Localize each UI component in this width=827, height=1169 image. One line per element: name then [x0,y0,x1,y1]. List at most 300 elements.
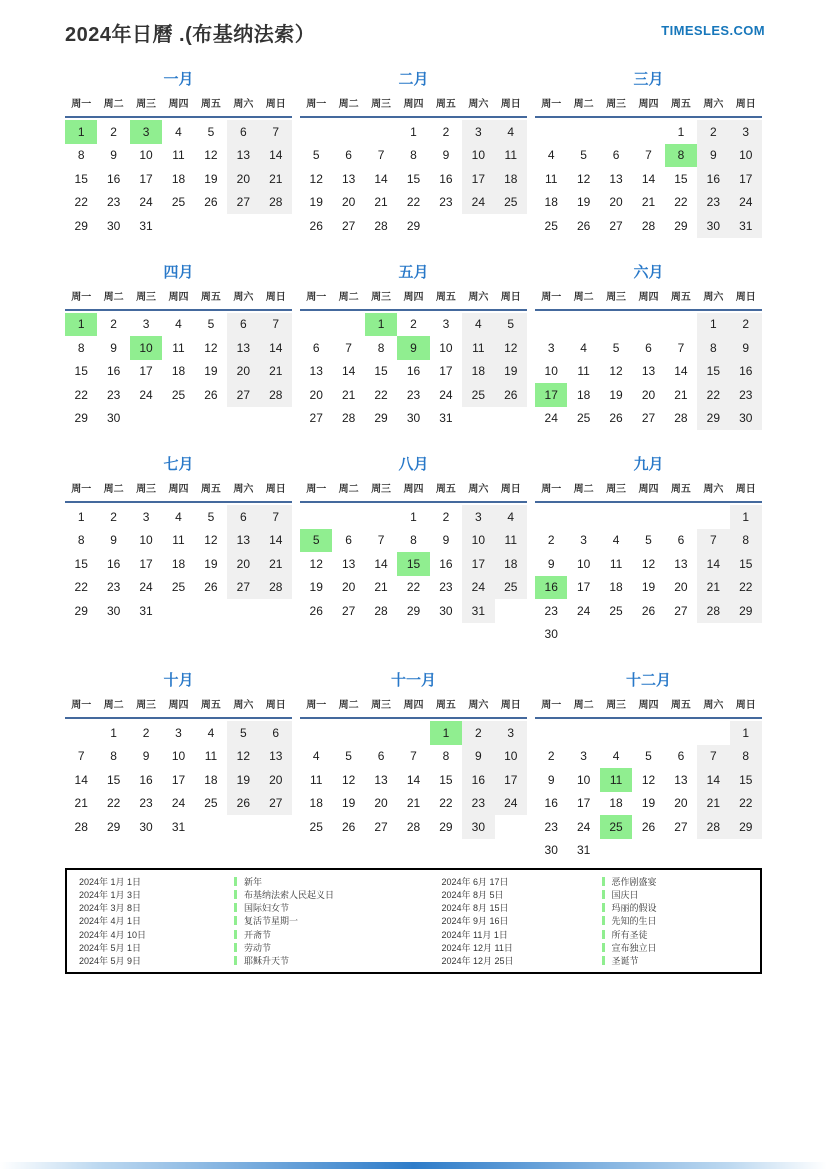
weekday-label: 周一 [71,484,92,495]
weekday-label: 周日 [500,700,521,711]
holiday-date: 2024年 4月 1日 [79,916,142,927]
day-cell: 6 [612,148,620,163]
day-cell: 2 [110,509,117,524]
day-cell: 28 [674,411,688,426]
holiday-marker-icon [234,943,237,952]
day-cell: 6 [677,533,685,548]
empty-cell [632,313,664,337]
day-cell: 13 [341,556,356,571]
day-cell: 16 [439,556,453,571]
holiday-name: 新年 [244,877,263,888]
page-header [65,18,765,47]
day-cell: 14 [260,529,292,553]
day-cell: 3 [142,509,150,524]
day-cell: 21 [374,580,388,595]
empty-cell [227,214,259,238]
empty-cell [567,313,599,337]
holiday-date: 2024年 5月 1日 [79,942,142,953]
day-cell: 16 [106,364,121,379]
day-cell: 13 [609,171,623,186]
empty-cell [260,815,292,839]
day-cell: 12 [495,336,527,360]
day-cell: 24 [139,387,153,402]
day-cell: 4 [207,725,215,740]
empty-cell [535,721,567,745]
weekday-label: 周一 [306,700,327,711]
weekday-label: 周一 [306,484,327,495]
day-cell: 16 [697,167,729,191]
day-cell: 11 [495,529,527,553]
month-5 [300,263,527,431]
empty-cell [332,120,364,144]
day-cell: 27 [227,576,259,600]
day-cell: 3 [442,317,450,332]
empty-cell [697,839,729,863]
holiday-marker-icon [234,877,237,886]
weekday-label: 周三 [371,484,392,495]
empty-cell [535,120,567,144]
day-cell: 13 [641,364,656,379]
day-cell: 14 [697,768,729,792]
day-cell: 10 [171,749,186,764]
day-cell: 9 [110,148,117,163]
day-cell: 1 [410,509,417,524]
month-4 [65,263,292,431]
weekday-label: 周四 [168,484,189,495]
day-cell: 11 [609,556,623,571]
day-cell: 12 [641,556,656,571]
day-cell: 13 [374,772,388,787]
day-cell: 29 [697,407,729,431]
day-cell: 25 [600,815,632,839]
day-cell: 2 [442,509,450,524]
weekday-label: 周四 [403,99,424,110]
day-cell: 27 [309,411,323,426]
day-cell: 22 [730,576,762,600]
day-cell: 18 [495,167,527,191]
empty-cell [600,623,632,647]
day-cell: 29 [674,218,688,233]
month-7 [65,455,292,623]
empty-cell [600,839,632,863]
weekday-label: 周一 [541,99,562,110]
holiday-date: 2024年 12月 11日 [441,942,513,953]
month-title: 七月 [163,456,194,473]
day-cell: 23 [544,819,558,834]
day-cell: 18 [171,556,186,571]
legend-row [67,875,414,888]
day-cell: 6 [345,148,352,163]
day-cell: 21 [406,796,421,811]
holiday-name: 宣布独立日 [611,942,657,953]
day-cell: 2 [547,533,555,548]
day-cell: 19 [641,580,656,595]
day-cell: 26 [495,383,527,407]
day-cell: 5 [227,721,259,745]
day-cell: 16 [462,768,494,792]
empty-cell [567,505,599,529]
day-cell: 11 [462,336,494,360]
weekday-header-row [535,483,762,503]
day-cell: 21 [674,387,688,402]
weekday-header-row [65,699,292,719]
day-cell: 26 [641,603,656,618]
weekday-label: 周三 [371,700,392,711]
empty-cell [195,815,227,839]
empty-cell [632,839,664,863]
empty-cell [495,407,527,431]
day-cell: 30 [106,218,121,233]
weekday-header-row [65,291,292,311]
month-title: 四月 [163,263,194,281]
day-cell: 1 [365,313,397,337]
holiday-marker-icon [602,956,605,965]
weekday-label: 周二 [573,99,594,110]
day-cell: 31 [576,843,591,858]
weekday-header-row [535,699,762,719]
day-cell: 20 [641,387,656,402]
day-grid [65,313,292,431]
day-cell: 24 [462,576,494,600]
day-cell: 5 [207,124,215,139]
day-cell: 17 [139,556,153,571]
months-grid [65,70,762,862]
day-cell: 15 [397,552,429,576]
empty-cell [162,407,194,431]
day-cell: 25 [171,195,186,210]
empty-cell [332,313,364,337]
legend-row [414,875,761,888]
weekday-label: 周日 [735,484,756,495]
weekday-label: 周三 [606,484,627,495]
month-title: 八月 [398,456,429,473]
weekday-label: 周一 [71,99,92,110]
day-cell: 24 [544,411,558,426]
day-cell: 18 [544,195,558,210]
day-cell: 1 [730,721,762,745]
holiday-name: 国庆日 [611,890,639,901]
day-cell: 28 [260,191,292,215]
day-cell: 26 [309,218,323,233]
holiday-name: 所有圣徒 [611,929,648,940]
month-9 [535,455,762,646]
weekday-label: 周五 [670,291,691,303]
weekday-header-row [65,98,292,118]
holiday-marker-icon [602,903,605,912]
day-cell: 26 [309,603,323,618]
day-cell: 2 [142,725,150,740]
day-cell: 7 [77,749,85,764]
day-grid [535,120,762,238]
day-cell: 18 [495,552,527,576]
day-cell: 11 [172,148,185,163]
weekday-label: 周六 [703,700,724,711]
day-cell: 4 [495,120,527,144]
day-cell: 17 [576,796,591,811]
day-cell: 17 [576,580,591,595]
day-cell: 10 [730,144,762,168]
day-cell: 27 [674,819,688,834]
day-cell: 19 [227,768,259,792]
day-cell: 20 [260,768,292,792]
weekday-label: 周一 [541,291,562,303]
day-grid [300,120,527,238]
weekday-label: 周一 [71,700,92,711]
holiday-date: 2024年 6月 17日 [441,877,509,888]
day-cell: 21 [260,167,292,191]
day-cell: 7 [645,148,652,163]
holiday-name: 开斋节 [244,929,272,940]
empty-cell [632,623,664,647]
weekday-label: 周二 [338,484,359,495]
day-cell: 25 [544,218,558,233]
day-cell: 28 [260,576,292,600]
day-cell: 30 [462,815,494,839]
holiday-name: 先知的生日 [611,916,657,927]
weekday-label: 周三 [606,291,627,303]
day-cell: 5 [345,749,352,764]
holiday-marker-icon [602,930,605,939]
empty-cell [462,214,494,238]
weekday-label: 周日 [265,484,286,495]
weekday-label: 周四 [638,700,659,711]
day-cell: 19 [495,360,527,384]
empty-cell [665,721,697,745]
day-cell: 6 [227,120,259,144]
day-cell: 9 [110,533,117,548]
empty-cell [227,815,259,839]
holiday-name: 复活节星期一 [244,916,299,927]
weekday-label: 周六 [233,700,254,711]
month-title: 三月 [633,71,664,88]
day-cell: 22 [406,580,421,595]
day-cell: 18 [609,796,623,811]
day-cell: 14 [260,144,292,168]
weekday-label: 周二 [103,291,124,303]
weekday-label: 周日 [500,99,521,110]
legend-row [67,901,414,914]
day-cell: 29 [406,603,421,618]
footer-accent-bar [0,1162,827,1169]
day-cell: 28 [406,819,421,834]
day-cell: 12 [341,772,356,787]
day-cell: 23 [544,603,558,618]
day-cell: 13 [309,364,323,379]
day-cell: 7 [260,505,292,529]
month-title: 九月 [633,456,664,473]
day-cell: 10 [544,364,558,379]
weekday-label: 周五 [200,291,221,303]
day-cell: 4 [580,340,587,355]
legend-row [67,954,414,967]
day-cell: 14 [260,336,292,360]
day-cell: 26 [576,218,591,233]
day-cell: 15 [74,556,88,571]
day-cell: 23 [106,580,121,595]
weekday-label: 周五 [200,484,221,495]
legend-row [414,888,761,901]
day-cell: 23 [406,387,421,402]
day-cell: 21 [341,387,356,402]
day-cell: 12 [204,340,218,355]
day-grid [65,120,292,238]
day-cell: 14 [341,364,356,379]
day-cell: 20 [341,580,356,595]
weekday-label: 周六 [703,484,724,495]
day-cell: 18 [462,360,494,384]
day-cell: 10 [495,745,527,769]
weekday-label: 周四 [638,484,659,495]
day-cell: 20 [609,195,623,210]
day-grid [65,505,292,623]
weekday-label: 周三 [371,291,392,303]
empty-cell [227,407,259,431]
legend-row [67,888,414,901]
day-cell: 17 [439,364,453,379]
day-cell: 8 [730,529,762,553]
weekday-header-row [535,98,762,118]
day-cell: 11 [172,533,185,548]
day-cell: 11 [204,749,218,764]
day-cell: 25 [309,819,323,834]
day-cell: 1 [730,505,762,529]
weekday-label: 周三 [136,700,157,711]
day-cell: 27 [260,792,292,816]
day-cell: 3 [495,721,527,745]
day-cell: 9 [142,749,150,764]
day-cell: 7 [410,749,417,764]
holiday-name: 圣诞节 [611,955,639,966]
day-cell: 5 [207,509,215,524]
day-cell: 10 [462,529,494,553]
day-cell: 14 [697,552,729,576]
weekday-header-row [300,483,527,503]
day-cell: 20 [374,796,388,811]
month-1 [65,70,292,238]
day-cell: 18 [171,364,186,379]
weekday-header-row [535,291,762,311]
day-cell: 21 [374,195,388,210]
day-cell: 25 [462,383,494,407]
weekday-label: 周二 [103,484,124,495]
day-grid [300,721,527,839]
day-cell: 3 [730,120,762,144]
empty-cell [365,505,397,529]
empty-cell [535,505,567,529]
day-cell: 24 [576,603,591,618]
day-cell: 7 [260,120,292,144]
holiday-name: 玛丽的假设 [611,903,657,914]
day-cell: 24 [576,819,591,834]
holiday-date: 2024年 3月 8日 [79,903,142,914]
day-cell: 30 [544,843,558,858]
day-cell: 26 [227,792,259,816]
holiday-marker-icon [234,903,237,912]
day-cell: 20 [227,552,259,576]
brand-link[interactable]: TIMESLES.COM [661,23,765,38]
day-cell: 28 [374,218,388,233]
month-6 [535,263,762,431]
empty-cell [567,721,599,745]
day-cell: 11 [172,340,185,355]
day-cell: 1 [430,721,462,745]
legend-row [414,928,761,941]
empty-cell [260,407,292,431]
holiday-marker-icon [602,890,605,899]
page-title: 2024年日曆 .(布基纳法索） [65,24,316,46]
day-cell: 13 [674,556,688,571]
day-cell: 9 [547,772,555,787]
day-cell: 31 [462,599,494,623]
day-cell: 12 [641,772,656,787]
weekday-header-row [300,699,527,719]
day-cell: 27 [227,191,259,215]
day-cell: 5 [645,533,652,548]
day-cell: 4 [495,505,527,529]
day-cell: 14 [374,556,388,571]
day-cell: 4 [175,509,182,524]
holiday-marker-icon [234,956,237,965]
day-cell: 30 [106,603,121,618]
day-cell: 27 [609,218,623,233]
day-cell: 15 [106,772,121,787]
day-cell: 30 [139,819,153,834]
day-cell: 18 [576,387,591,402]
day-cell: 8 [77,533,85,548]
day-cell: 22 [406,195,421,210]
day-cell: 17 [139,364,153,379]
day-cell: 30 [439,603,453,618]
empty-cell [697,721,729,745]
day-cell: 7 [377,533,385,548]
day-cell: 15 [697,360,729,384]
empty-cell [495,599,527,623]
day-cell: 27 [341,603,356,618]
day-cell: 11 [495,144,527,168]
holiday-marker-icon [602,877,605,886]
month-12 [535,671,762,862]
day-cell: 12 [309,556,323,571]
day-cell: 3 [580,749,587,764]
day-cell: 2 [462,721,494,745]
day-cell: 2 [697,120,729,144]
weekday-label: 周日 [500,291,521,303]
empty-cell [365,721,397,745]
day-cell: 3 [462,505,494,529]
empty-cell [665,623,697,647]
day-cell: 6 [260,721,292,745]
weekday-label: 周三 [136,484,157,495]
day-cell: 13 [260,745,292,769]
day-cell: 17 [535,383,567,407]
day-cell: 31 [139,603,153,618]
month-3 [535,70,762,238]
day-cell: 3 [462,120,494,144]
day-cell: 31 [139,218,153,233]
empty-cell [195,214,227,238]
day-cell: 19 [309,195,323,210]
empty-cell [730,839,762,863]
day-cell: 4 [612,749,620,764]
day-cell: 16 [730,360,762,384]
weekday-label: 周日 [265,99,286,110]
day-cell: 24 [462,191,494,215]
legend-row [67,928,414,941]
day-cell: 23 [106,387,121,402]
weekday-label: 周六 [468,99,489,110]
day-grid [300,505,527,623]
legend-row [414,941,761,954]
